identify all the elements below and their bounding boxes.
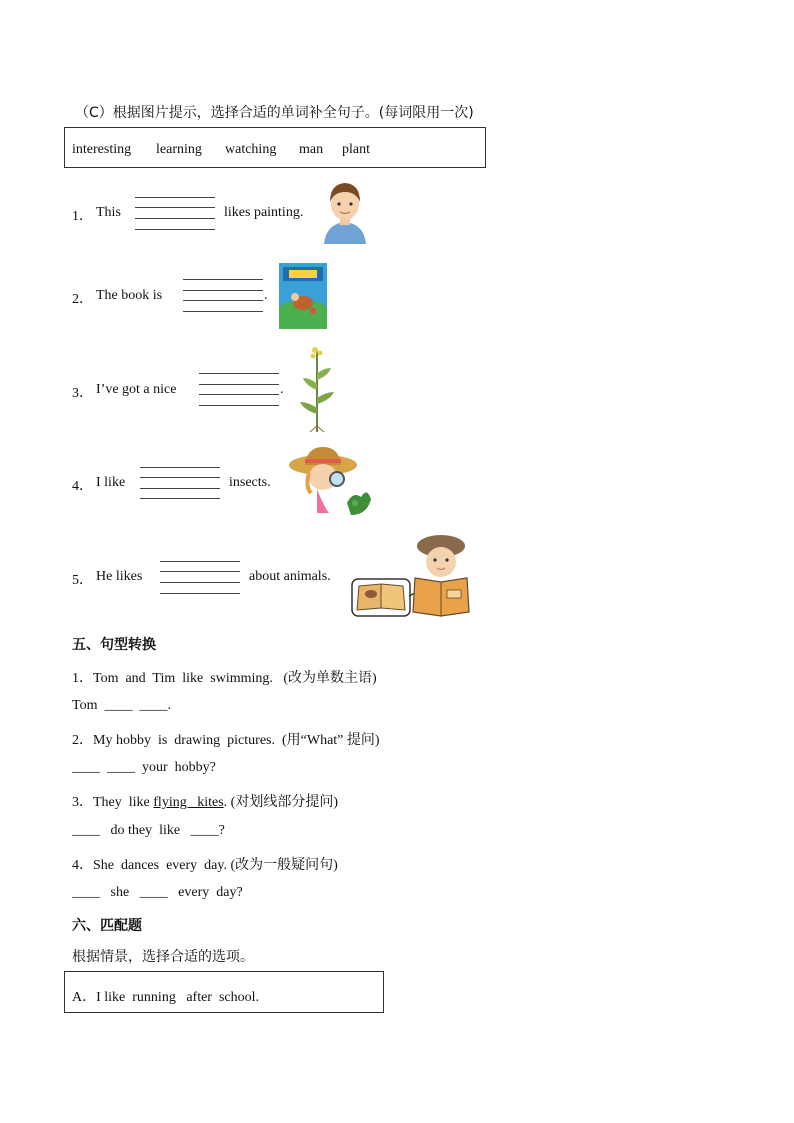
item-text-before: I like — [96, 475, 126, 490]
section-5-heading: 五、句型转换 — [72, 637, 156, 653]
item-number: 3． — [72, 386, 93, 401]
item-number: 1． — [72, 209, 93, 224]
question-3-answer[interactable]: ____ do they like ____? — [72, 823, 225, 838]
answer-line[interactable] — [140, 498, 220, 499]
item-text-before: I’ve got a nice — [96, 382, 177, 397]
section-c-heading: （C）根据图片提示，选择合适的单词补全句子。(每词限用一次) — [75, 105, 474, 121]
answer-line[interactable] — [140, 467, 220, 468]
question-3-text — [72, 791, 338, 811]
word-bank-item: learning — [156, 142, 202, 157]
word-bank-item: interesting — [72, 142, 132, 157]
question-3-underlined: flying kites — [153, 795, 224, 810]
word-bank-item: man — [299, 142, 324, 157]
man-portrait-icon — [322, 180, 368, 244]
item-number: 4． — [72, 479, 93, 494]
item-text-before: He likes — [96, 569, 143, 584]
question-4-answer[interactable]: ____ she ____ every day? — [72, 885, 243, 900]
question-2-text: 2．My hobby is drawing pictures. (用“What” 提问) — [72, 733, 380, 748]
question-3-pre: 3．They like — [72, 795, 154, 810]
item-text-before: This — [96, 205, 121, 220]
answer-line[interactable] — [135, 229, 215, 230]
item-number: 5． — [72, 573, 93, 588]
word-bank-item: plant — [342, 142, 370, 157]
answer-line[interactable] — [160, 593, 240, 594]
answer-line[interactable] — [140, 488, 220, 489]
word-bank-item: watching — [225, 142, 277, 157]
answer-line[interactable] — [183, 279, 263, 280]
question-2-answer[interactable]: ____ ____ your hobby? — [72, 760, 216, 775]
answer-line[interactable] — [135, 218, 215, 219]
item-text-after: likes painting. — [224, 205, 304, 220]
answer-line[interactable] — [160, 582, 240, 583]
answer-line[interactable] — [199, 405, 279, 406]
question-1-text: 1．Tom and Tim like swimming. (改为单数主语) — [72, 671, 377, 686]
section-6-heading: 六、匹配题 — [72, 918, 142, 934]
answer-line[interactable] — [183, 290, 263, 291]
answer-line[interactable] — [160, 561, 240, 562]
item-text-after: . — [264, 288, 268, 303]
item-text-after: . — [280, 382, 284, 397]
boy-reading-icon — [351, 534, 473, 618]
word-bank-box — [64, 127, 486, 168]
item-number: 2． — [72, 292, 93, 307]
section-6-instruction: 根据情景，选择合适的选项。 — [72, 949, 254, 965]
question-1-answer[interactable]: Tom ____ ____. — [72, 698, 171, 713]
item-text-after: about animals. — [249, 569, 331, 584]
storybook-icon — [279, 263, 327, 329]
option-a: A．I like running after school. — [72, 990, 260, 1005]
answer-line[interactable] — [199, 394, 279, 395]
answer-line[interactable] — [135, 197, 215, 198]
question-4-text: 4．She dances every day. (改为一般疑问句) — [72, 858, 338, 873]
answer-line[interactable] — [183, 300, 263, 301]
question-3-post: . (对划线部分提问) — [223, 795, 338, 810]
option-box — [64, 971, 384, 1013]
answer-line[interactable] — [140, 477, 220, 478]
girl-magnifier-icon — [287, 443, 373, 517]
answer-line[interactable] — [160, 571, 240, 572]
item-text-after: insects. — [229, 475, 271, 490]
answer-line[interactable] — [183, 311, 263, 312]
answer-line[interactable] — [135, 207, 215, 208]
answer-line[interactable] — [199, 384, 279, 385]
answer-line[interactable] — [199, 373, 279, 374]
item-text-before: The book is — [96, 288, 163, 303]
plant-icon — [294, 344, 340, 432]
